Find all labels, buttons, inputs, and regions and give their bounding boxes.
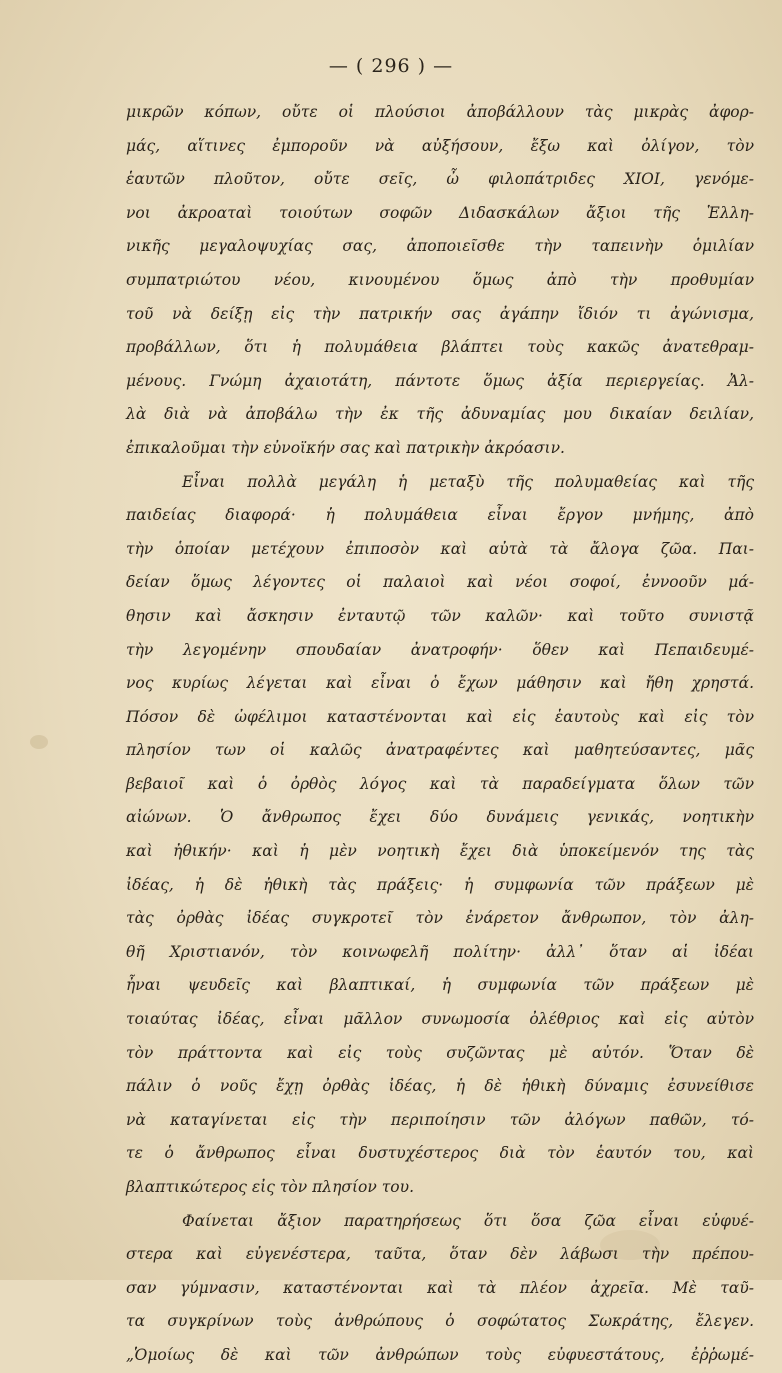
- text-line: αἰώνων. Ὁ ἄνθρωπος ἔχει δύο δυνάμεις γενικάς, νοητικὴν: [126, 808, 754, 827]
- text-line: θῆ Χριστιανόν, τὸν κοινωφελῆ πολίτην· ἀλλ᾽ ὅταν αἱ ἰδέαι: [126, 942, 754, 961]
- text-line: καὶ ἠθικήν· καὶ ἡ μὲν νοητικὴ ἔχει διὰ ὑποκείμενόν της τὰς: [126, 842, 754, 861]
- text-line: σαν γύμνασιν, καταστένονται καὶ τὰ πλέον ἀχρεῖα. Μὲ ταῦ-: [126, 1278, 754, 1297]
- text-line: πλησίον των οἱ καλῶς ἀνατραφέντες καὶ μαθητεύσαντες, μᾶς: [126, 741, 754, 760]
- text-line: τοιαύτας ἰδέας, εἶναι μᾶλλον συνωμοσία ὀλέθριος καὶ εἰς αὐτὸν: [126, 1010, 754, 1029]
- text-line: τὰς ὀρθὰς ἰδέας συγκροτεῖ τὸν ἐνάρετον ἄνθρωπον, τὸν ἀλη-: [126, 909, 754, 928]
- text-line: τα συγκρίνων τοὺς ἀνθρώπους ὁ σοφώτατος Σωκράτης, ἔλεγεν.: [126, 1312, 754, 1331]
- text-line: Πόσον δὲ ὠφέλιμοι καταστένονται καὶ εἰς ἑαυτοὺς καὶ εἰς τὸν: [126, 707, 754, 726]
- text-line: δείαν ὅμως λέγοντες οἱ παλαιοὶ καὶ νέοι σοφοί, ἐννοοῦν μά-: [126, 573, 754, 592]
- text-line: ἐπικαλοῦμαι τὴν εὐνοϊκήν σας καὶ πατρικὴν ἀκρόασιν.: [126, 438, 565, 457]
- paragraph-start: Φαίνεται ἄξιον παρατηρήσεως ὅτι ὅσα ζῶα εἶναι εὐφυέ-: [182, 1211, 754, 1230]
- text-line: ἦναι ψευδεῖς καὶ βλαπτικαί, ἡ συμφωνία τῶν πράξεων μὲ: [126, 976, 754, 995]
- text-line: νικῆς μεγαλοψυχίας σας, ἀποποιεῖσθε τὴν ταπεινὴν ὁμιλίαν: [126, 237, 754, 256]
- text-line: ἰδέας, ἡ δὲ ἠθικὴ τὰς πράξεις· ἡ συμφωνία τῶν πράξεων μὲ: [126, 875, 754, 894]
- text-line: μικρῶν κόπων, οὔτε οἱ πλούσιοι ἀποβάλλουν τὰς μικρὰς ἀφορ-: [126, 103, 754, 121]
- text-line: μένους. Γνώμη ἀχαιοτάτη, πάντοτε ὅμως ἀξία περιεργείας. Ἀλ-: [126, 371, 754, 390]
- text-line: νοι ἀκροαταὶ τοιούτων σοφῶν Διδασκάλων ἄξιοι τῆς Ἑλλη-: [126, 203, 754, 222]
- text-line: πάλιν ὁ νοῦς ἔχῃ ὀρθὰς ἰδέας, ἡ δὲ ἠθικὴ δύναμις ἐσυνείθισε: [126, 1077, 754, 1096]
- text-line: τὸν πράττοντα καὶ εἰς τοὺς συζῶντας μὲ αὐτόν. Ὅταν δὲ: [126, 1043, 754, 1062]
- text-line: τε ὁ ἄνθρωπος εἶναι δυστυχέστερος διὰ τὸν ἑαυτόν του, καὶ: [126, 1144, 754, 1163]
- text-line: ἑαυτῶν πλοῦτον, οὔτε σεῖς, ὦ φιλοπάτριδες ΧΙΟΙ, γενόμε-: [126, 170, 754, 189]
- text-line: μάς, αἵτινες ἐμποροῦν νὰ αὐξήσουν, ἔξω καὶ ὀλίγον, τὸν: [126, 136, 754, 155]
- page-number: — ( 296 ) —: [328, 55, 454, 77]
- paper-stain: [30, 735, 48, 749]
- text-line: βεβαιοῖ καὶ ὁ ὀρθὸς λόγος καὶ τὰ παραδείγματα ὅλων τῶν: [126, 774, 754, 793]
- text-line: θησιν καὶ ἄσκησιν ἐνταυτῷ τῶν καλῶν· καὶ τοῦτο συνιστᾷ: [126, 606, 754, 625]
- paragraph-start: Εἶναι πολλὰ μεγάλη ἡ μεταξὺ τῆς πολυμαθείας καὶ τῆς: [182, 472, 754, 491]
- text-line: νὰ καταγίνεται εἰς τὴν περιποίησιν τῶν ἀλόγων παθῶν, τό-: [126, 1110, 754, 1129]
- text-line: λὰ διὰ νὰ ἀποβάλω τὴν ἐκ τῆς ἀδυναμίας μου δικαίαν δειλίαν,: [126, 405, 754, 424]
- body-text: [126, 96, 754, 1373]
- text-line: βλαπτικώτερος εἰς τὸν πλησίον του.: [126, 1178, 414, 1196]
- text-line: τοῦ νὰ δείξῃ εἰς τὴν πατρικήν σας ἀγάπην ἴδιόν τι ἀγώνισμα,: [126, 304, 754, 323]
- text-line: „Ὁμοίως δὲ καὶ τῶν ἀνθρώπων τοὺς εὐφυεστάτους, ἐῤῥωμέ-: [126, 1345, 754, 1364]
- text-line: τὴν λεγομένην σπουδαίαν ἀνατροφήν· ὅθεν καὶ Πεπαιδευμέ-: [126, 640, 754, 659]
- text-line: νος κυρίως λέγεται καὶ εἶναι ὁ ἔχων μάθησιν καὶ ἤθη χρηστά.: [126, 674, 754, 693]
- text-line: παιδείας διαφορά· ἡ πολυμάθεια εἶναι ἔργον μνήμης, ἀπὸ: [126, 506, 754, 525]
- text-line: στερα καὶ εὐγενέστερα, ταῦτα, ὅταν δὲν λάβωσι τὴν πρέπου-: [126, 1245, 754, 1264]
- text-line: συμπατριώτου νέου, κινουμένου ὅμως ἀπὸ τὴν προθυμίαν: [126, 270, 754, 289]
- text-line: τὴν ὁποίαν μετέχουν ἐπιποσὸν καὶ αὐτὰ τὰ ἄλογα ζῶα. Παι-: [126, 539, 754, 558]
- text-line: προβάλλων, ὅτι ἡ πολυμάθεια βλάπτει τοὺς κακῶς ἀνατεθραμ-: [126, 338, 754, 357]
